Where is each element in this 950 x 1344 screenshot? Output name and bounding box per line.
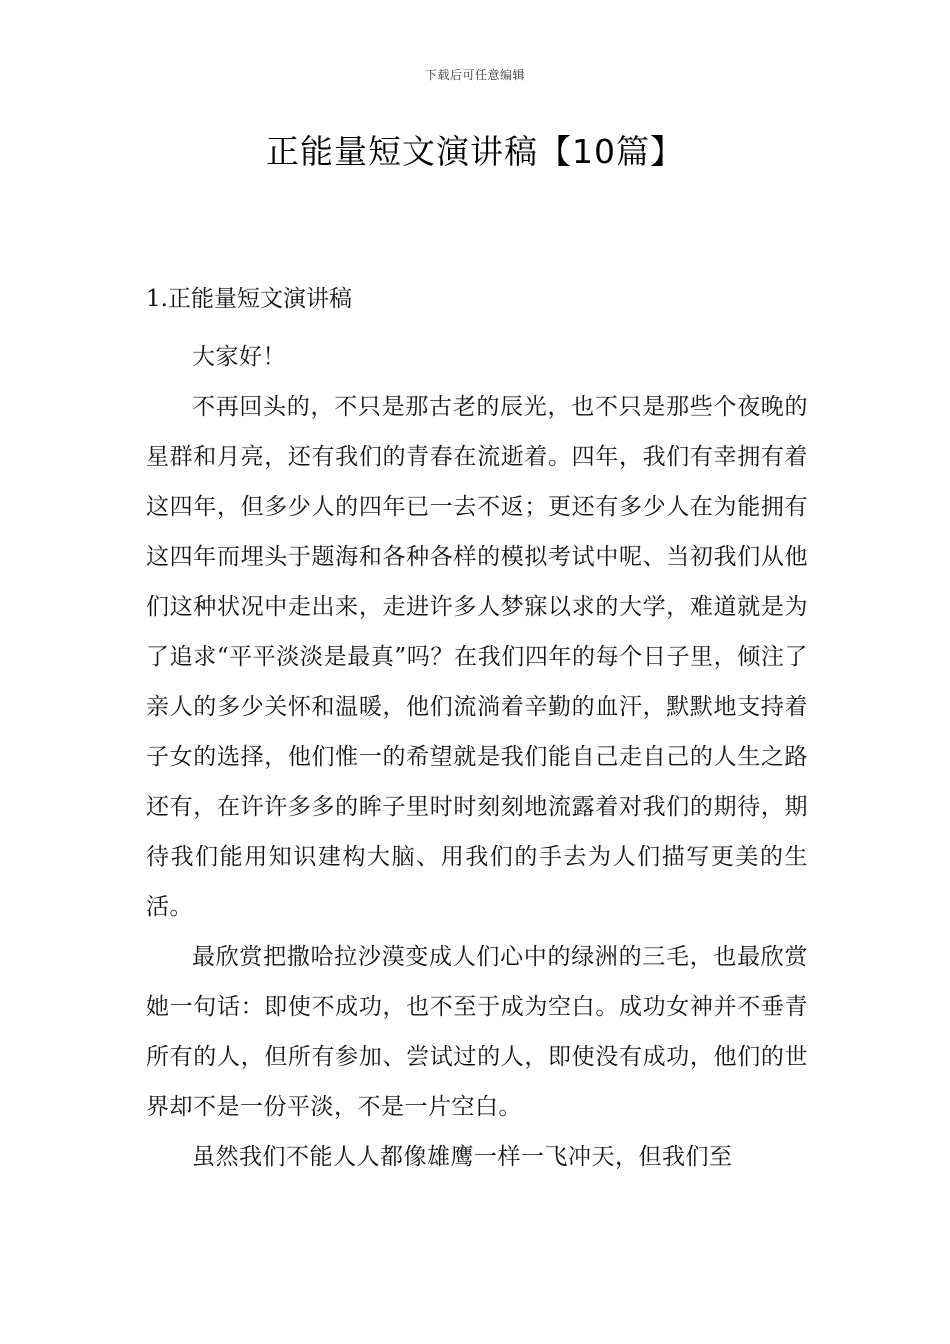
paragraph-greeting: 大家好！	[192, 344, 286, 370]
section-heading: 1.正能量短文演讲稿	[146, 286, 352, 312]
document-body	[146, 280, 808, 1182]
paragraph-1: 不再回头的，不只是那古老的辰光，也不只是那些个夜晚的星群和月亮，还有我们的青春在流逝着。四年，我们有幸拥有着这四年，但多少人的四年已一去不返；更还有多少人在为能拥有这四年而埋头于题海和各种各样的模拟考试中呢、当初我们从他们这种状况中走出来，走进许多人梦寐以求的大学，难道就是为了追求“平平淡淡是最真”吗？在我们四年的每个日子里，倾注了亲人的多少关怀和温暖，他们流淌着辛勤的血汗，默默地支持着子女的选择，他们惟一的希望就是我们能自己走自己的人生之路还有，在许许多多的眸子里时时刻刻地流露着对我们的期待，期待我们能用知识建构大脑、用我们的手去为人们描写更美的生活。	[146, 394, 808, 920]
paragraph-2: 最欣赏把撒哈拉沙漠变成人们心中的绿洲的三毛，也最欣赏她一句话：即使不成功，也不至于成为空白。成功女神并不垂青所有的人，但所有参加、尝试过的人，即使没有成功，他们的世界却不是一份平淡，不是一片空白。	[146, 944, 808, 1120]
paragraph-3: 虽然我们不能人人都像雄鹰一样一飞冲天，但我们至	[192, 1144, 733, 1170]
document-title: 正能量短文演讲稿【10篇】	[266, 132, 684, 171]
header-note: 下载后可任意编辑	[424, 68, 525, 82]
